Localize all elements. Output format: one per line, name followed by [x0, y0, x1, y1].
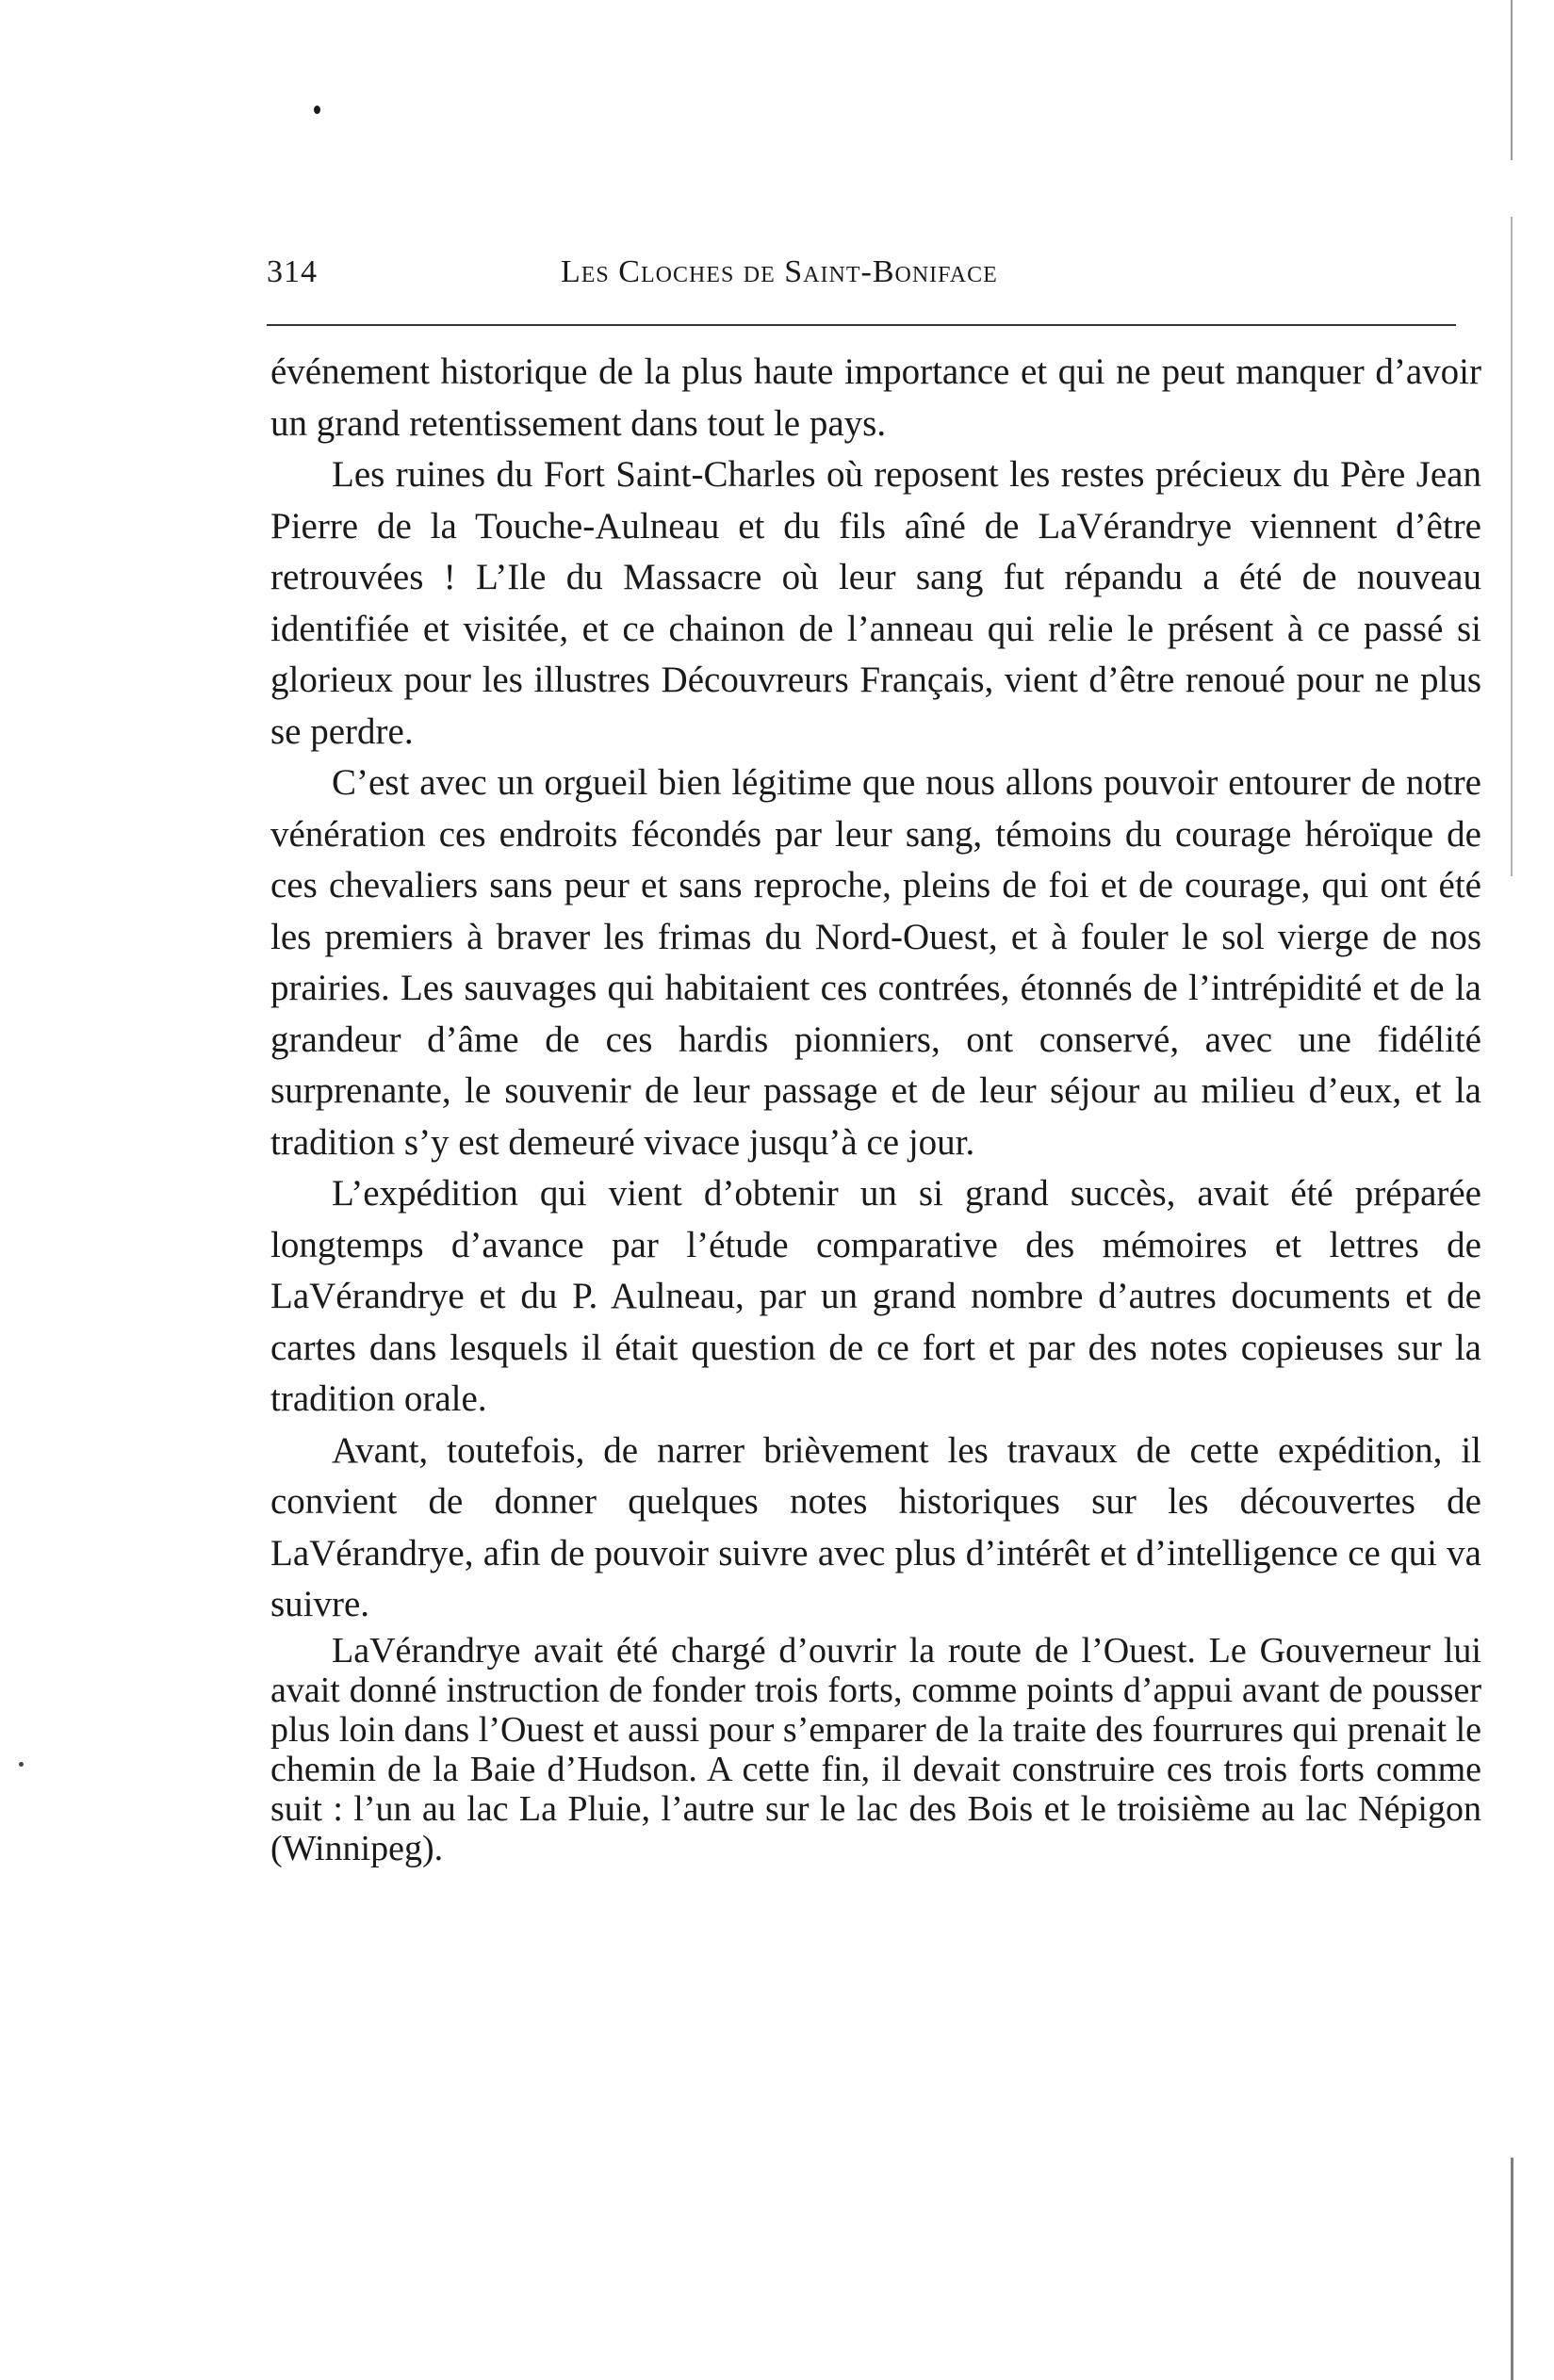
paragraph-veneration: C’est avec un orgueil bien légitime que nous allons pouvoir entourer de notre vénération ces endroits fécondés par leur sang, témoins du courage héroïque de ces chevaliers sans peur et sans reproche, pleins de foi et de courage, qui ont été les premiers à braver les frimas du Nord-Ouest, et à fouler le sol vierge de nos prairies. Les sauvages qui habitaient ces contrées, étonnés de l’intrépidité et de la grandeur d’âme de ces hardis pionniers, ont conservé, avec une fidélité surprenante, le souvenir de leur passage et de leur séjour au milieu d’eux, et la tradition s’y est demeuré vivace jusqu’à ce jour. — [270, 762, 1481, 1163]
paragraph-expedition: L’expédition qui vient d’obtenir un si grand succès, avait été préparée longtemps d’avance par l’étude comparative des mémoires et lettres de LaVérandrye et du P. Aulneau, par un grand nombre d’autres documents et de cartes dans lesquels il était question de ce fort et par des notes copieuses sur la tradition orale. — [270, 1173, 1481, 1419]
body-text — [270, 347, 1481, 1868]
page-edge-shadow — [1511, 0, 1513, 160]
page-number: 314 — [267, 254, 318, 289]
page-edge-shadow — [1511, 2158, 1513, 2380]
paragraph-three-forts: LaVérandrye avait été chargé d’ouvrir la route de l’Ouest. Le Gouverneur lui avait donné instruction de fonder trois forts, comme points d’appui avant de pousser plus loin dans l’Ouest et aussi pour s’emparer de la traite des fourrures qui prenait le chemin de la Baie d’Hudson. A cette fin, il devait construire ces trois forts comme suit : l’un au lac La Pluie, l’autre sur le lac des Bois et le troisième au lac Népigon (Winnipeg). — [270, 1630, 1481, 1868]
page-header — [267, 254, 1456, 311]
paragraph-fort-ruins: Les ruines du Fort Saint-Charles où reposent les restes précieux du Père Jean Pierre de la Touche-Aulneau et du fils aîné de LaVérandrye viennent d’être retrouvées ! L’Ile du Massacre où leur sang fut répandu a été de nouveau identifiée et visitée, et ce chainon de l’anneau qui relie le présent à ce passé si glorieux pour les illustres Découvreurs Français, vient d’être renoué pour ne plus se perdre. — [270, 454, 1481, 752]
header-rule — [267, 324, 1456, 326]
page-edge-shadow — [1511, 217, 1513, 876]
paragraph-continuation: événement historique de la plus haute importance et qui ne peut manquer d’avoir un grand retentissement dans tout le pays. — [270, 351, 1481, 444]
paragraph-historical-notes: Avant, toutefois, de narrer brièvement les travaux de cette expédition, il convient de donner quelques notes historiques sur les découvertes de LaVérandrye, afin de pouvoir suivre avec plus d’intérêt et d’intelligence ce qui va suivre. — [270, 1429, 1481, 1624]
running-title: Les Cloches de Saint-Boniface — [561, 254, 998, 289]
ink-speck — [314, 106, 320, 114]
margin-speck — [19, 1762, 24, 1767]
